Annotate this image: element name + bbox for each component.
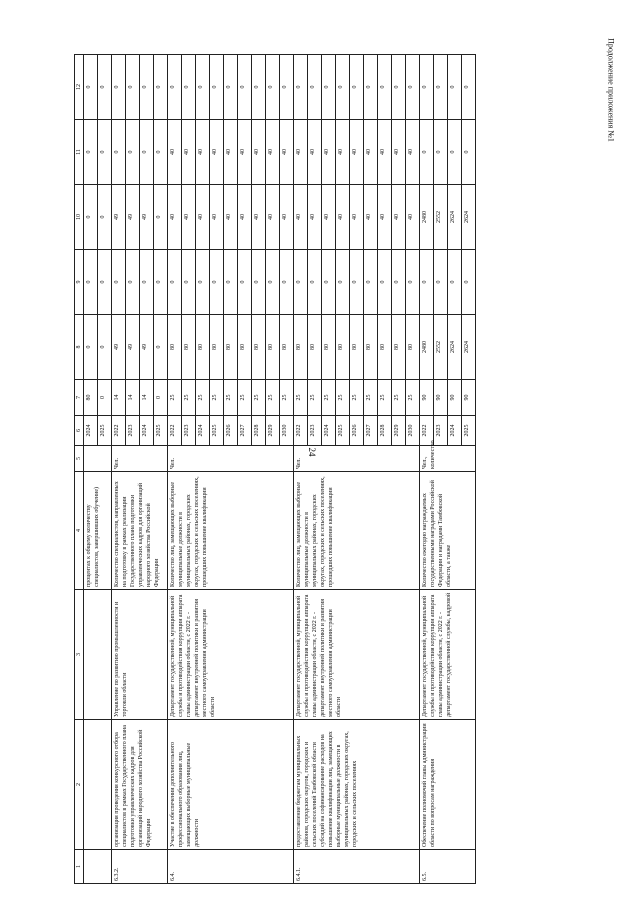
federal-funding-cell: 0 xyxy=(238,250,252,315)
year-cell: 2024 xyxy=(448,416,462,446)
regional-funding-cell: 40 xyxy=(168,185,182,250)
federal-funding-cell: 0 xyxy=(434,250,448,315)
regional-funding-cell: 40 xyxy=(294,185,308,250)
regional-funding-cell: 40 xyxy=(336,185,350,250)
measure-name-cell: Обеспечение полномочий главы администрации области по вопросам награждения xyxy=(420,720,476,850)
regional-funding-cell: 40 xyxy=(196,185,210,250)
target-value-cell: 90 xyxy=(420,380,434,416)
regional-funding-cell: 0 xyxy=(84,185,98,250)
total-funding-cell: 2480 xyxy=(420,315,434,380)
target-value-cell: 25 xyxy=(210,380,224,416)
other-funding-cell: 0 xyxy=(350,55,364,120)
year-cell: 2029 xyxy=(266,416,280,446)
target-value-cell: 90 xyxy=(434,380,448,416)
other-funding-cell: 0 xyxy=(224,55,238,120)
total-funding-cell: 80 xyxy=(336,315,350,380)
year-cell: 2024 xyxy=(196,416,210,446)
column-number-header: 7 xyxy=(75,380,84,416)
other-funding-cell: 0 xyxy=(98,55,112,120)
target-value-cell: 25 xyxy=(336,380,350,416)
measure-name-cell: Участие в обеспечении дополнительного профессионального образования лиц, замещающих выборные муниципальные должности xyxy=(168,720,294,850)
regional-funding-cell: 40 xyxy=(238,185,252,250)
year-cell: 2023 xyxy=(308,416,322,446)
indicator-cell: Количество лиц, замещающих выборные муниципальные должности в муниципальных районах, городских округах, городских и сельских поселениях, прошедших повышение квалификации xyxy=(168,472,294,590)
total-funding-cell: 80 xyxy=(196,315,210,380)
target-value-cell: 90 xyxy=(448,380,462,416)
table-row xyxy=(84,55,98,884)
unit-cell: Чел. xyxy=(168,446,294,472)
measure-number-cell: 6.5. xyxy=(420,850,476,884)
total-funding-cell: 80 xyxy=(364,315,378,380)
target-value-cell: 25 xyxy=(294,380,308,416)
indicator-cell: Количество ежегодно награждаемых государственными наградами Российской Федерации и наградами Тамбовской области, а также xyxy=(420,472,476,590)
column-number-header: 10 xyxy=(75,185,84,250)
other-funding-cell: 0 xyxy=(448,55,462,120)
target-value-cell: 25 xyxy=(182,380,196,416)
local-funding-cell: 0 xyxy=(154,120,168,185)
local-funding-cell: 40 xyxy=(308,120,322,185)
other-funding-cell: 0 xyxy=(308,55,322,120)
federal-funding-cell: 0 xyxy=(154,250,168,315)
unit-cell: Чел. xyxy=(294,446,420,472)
executor-cell: Управление по развитию промышленности и торговли области xyxy=(112,590,168,720)
year-cell: 2024 xyxy=(140,416,154,446)
total-funding-cell: 80 xyxy=(406,315,420,380)
other-funding-cell: 0 xyxy=(84,55,98,120)
federal-funding-cell: 0 xyxy=(98,250,112,315)
federal-funding-cell: 0 xyxy=(210,250,224,315)
column-number-header: 2 xyxy=(75,720,84,850)
other-funding-cell: 0 xyxy=(126,55,140,120)
local-funding-cell: 0 xyxy=(126,120,140,185)
target-value-cell: 90 xyxy=(462,380,476,416)
other-funding-cell: 0 xyxy=(266,55,280,120)
local-funding-cell: 0 xyxy=(98,120,112,185)
regional-funding-cell: 49 xyxy=(126,185,140,250)
target-value-cell: 25 xyxy=(252,380,266,416)
target-value-cell: 14 xyxy=(140,380,154,416)
other-funding-cell: 0 xyxy=(378,55,392,120)
federal-funding-cell: 0 xyxy=(462,250,476,315)
target-value-cell: 80 xyxy=(84,380,98,416)
column-number-header: 9 xyxy=(75,250,84,315)
target-value-cell: 25 xyxy=(364,380,378,416)
measure-number-cell: 6.4. xyxy=(168,850,294,884)
total-funding-cell: 80 xyxy=(168,315,182,380)
executor-cell: Департамент государственной, муниципальной службы и противодействия коррупции аппарата главы администрации области, с 2022 г. - департамент государственной службы, кадровой xyxy=(420,590,476,720)
total-funding-cell: 0 xyxy=(154,315,168,380)
target-value-cell: 14 xyxy=(126,380,140,416)
total-funding-cell: 0 xyxy=(84,315,98,380)
federal-funding-cell: 0 xyxy=(406,250,420,315)
regional-funding-cell: 40 xyxy=(252,185,266,250)
regional-funding-cell: 2480 xyxy=(420,185,434,250)
target-value-cell: 25 xyxy=(266,380,280,416)
regional-funding-cell: 40 xyxy=(182,185,196,250)
local-funding-cell: 0 xyxy=(420,120,434,185)
other-funding-cell: 0 xyxy=(294,55,308,120)
year-cell: 2028 xyxy=(378,416,392,446)
table-frame xyxy=(74,55,574,884)
other-funding-cell: 0 xyxy=(196,55,210,120)
other-funding-cell: 0 xyxy=(238,55,252,120)
measure-name-cell: организация проведения конкурсного отбора специалистов в рамках Государственного плана подготовки управленческих кадров для организаций народного хозяйства Российской Федерации xyxy=(112,720,168,850)
year-cell: 2027 xyxy=(364,416,378,446)
federal-funding-cell: 0 xyxy=(168,250,182,315)
year-cell: 2028 xyxy=(252,416,266,446)
federal-funding-cell: 0 xyxy=(252,250,266,315)
local-funding-cell: 40 xyxy=(378,120,392,185)
federal-funding-cell: 0 xyxy=(84,250,98,315)
total-funding-cell: 80 xyxy=(308,315,322,380)
local-funding-cell: 40 xyxy=(336,120,350,185)
target-value-cell: 0 xyxy=(98,380,112,416)
total-funding-cell: 0 xyxy=(98,315,112,380)
year-cell: 2030 xyxy=(280,416,294,446)
federal-funding-cell: 0 xyxy=(140,250,154,315)
appendix-continuation-label: Продолжение приложения №1 xyxy=(606,38,616,142)
other-funding-cell: 0 xyxy=(112,55,126,120)
federal-funding-cell: 0 xyxy=(322,250,336,315)
program-measures-table xyxy=(74,54,476,884)
year-cell: 2025 xyxy=(98,416,112,446)
target-value-cell: 25 xyxy=(406,380,420,416)
year-cell: 2024 xyxy=(322,416,336,446)
target-value-cell: 25 xyxy=(238,380,252,416)
total-funding-cell: 80 xyxy=(210,315,224,380)
total-funding-cell: 49 xyxy=(112,315,126,380)
year-cell: 2026 xyxy=(224,416,238,446)
federal-funding-cell: 0 xyxy=(336,250,350,315)
column-number-header: 8 xyxy=(75,315,84,380)
federal-funding-cell: 0 xyxy=(224,250,238,315)
total-funding-cell: 2624 xyxy=(448,315,462,380)
executor-cell: Департамент государственной, муниципальной службы и противодействия коррупции аппарата главы администрации области, с 2022 г. - департамент внутренней политики и развития местного самоуправления администрации области xyxy=(168,590,294,720)
other-funding-cell: 0 xyxy=(420,55,434,120)
total-funding-cell: 80 xyxy=(252,315,266,380)
other-funding-cell: 0 xyxy=(168,55,182,120)
other-funding-cell: 0 xyxy=(154,55,168,120)
federal-funding-cell: 0 xyxy=(266,250,280,315)
page-number: 24 xyxy=(307,447,317,457)
local-funding-cell: 40 xyxy=(364,120,378,185)
federal-funding-cell: 0 xyxy=(392,250,406,315)
target-value-cell: 25 xyxy=(392,380,406,416)
federal-funding-cell: 0 xyxy=(112,250,126,315)
regional-funding-cell: 2624 xyxy=(448,185,462,250)
total-funding-cell: 2624 xyxy=(462,315,476,380)
local-funding-cell: 40 xyxy=(392,120,406,185)
local-funding-cell: 40 xyxy=(280,120,294,185)
federal-funding-cell: 0 xyxy=(308,250,322,315)
measure-name-cell: предоставление бюджетам муниципальных районов, городских округов, городских и сельских поселений Тамбовской области субсидий на софинансирование расходов на повышение квалификации лиц, замещающих выборные муниципальные должности в муниципальных районах, городских округах, городских и сельских поселениях xyxy=(294,720,420,850)
table-row xyxy=(168,55,182,884)
year-cell: 2023 xyxy=(434,416,448,446)
year-cell: 2026 xyxy=(350,416,364,446)
regional-funding-cell: 40 xyxy=(266,185,280,250)
local-funding-cell: 40 xyxy=(322,120,336,185)
other-funding-cell: 0 xyxy=(364,55,378,120)
local-funding-cell: 40 xyxy=(224,120,238,185)
target-value-cell: 25 xyxy=(350,380,364,416)
table-row xyxy=(294,55,308,884)
year-cell: 2030 xyxy=(406,416,420,446)
federal-funding-cell: 0 xyxy=(350,250,364,315)
total-funding-cell: 80 xyxy=(224,315,238,380)
federal-funding-cell: 0 xyxy=(280,250,294,315)
rotated-table-area xyxy=(74,55,574,884)
column-number-header: 6 xyxy=(75,416,84,446)
regional-funding-cell: 40 xyxy=(224,185,238,250)
regional-funding-cell: 40 xyxy=(350,185,364,250)
column-number-header: 11 xyxy=(75,120,84,185)
local-funding-cell: 40 xyxy=(266,120,280,185)
local-funding-cell: 0 xyxy=(84,120,98,185)
column-number-header: 4 xyxy=(75,472,84,590)
executor-cell xyxy=(84,590,112,720)
federal-funding-cell: 0 xyxy=(364,250,378,315)
total-funding-cell: 49 xyxy=(126,315,140,380)
other-funding-cell: 0 xyxy=(322,55,336,120)
other-funding-cell: 0 xyxy=(182,55,196,120)
unit-cell: Чел., количество xyxy=(420,446,476,472)
regional-funding-cell: 2552 xyxy=(434,185,448,250)
total-funding-cell: 80 xyxy=(322,315,336,380)
local-funding-cell: 40 xyxy=(196,120,210,185)
total-funding-cell: 80 xyxy=(280,315,294,380)
indicator-cell: Количество лиц, замещающих выборные муниципальные должности в муниципальных районах, городских округах, городских и сельских поселениях, прошедших повышение квалификации xyxy=(294,472,420,590)
table-row xyxy=(112,55,126,884)
total-funding-cell: 80 xyxy=(378,315,392,380)
total-funding-cell: 80 xyxy=(238,315,252,380)
table-row xyxy=(420,55,434,884)
column-number-header: 3 xyxy=(75,590,84,720)
local-funding-cell: 40 xyxy=(238,120,252,185)
year-cell: 2022 xyxy=(420,416,434,446)
year-cell: 2029 xyxy=(392,416,406,446)
column-number-row xyxy=(75,55,84,884)
year-cell: 2022 xyxy=(294,416,308,446)
target-value-cell: 25 xyxy=(280,380,294,416)
measure-number-cell: 6.4.1. xyxy=(294,850,420,884)
other-funding-cell: 0 xyxy=(140,55,154,120)
other-funding-cell: 0 xyxy=(210,55,224,120)
measure-number-cell: 6.3.2. xyxy=(112,850,168,884)
regional-funding-cell: 40 xyxy=(322,185,336,250)
local-funding-cell: 0 xyxy=(448,120,462,185)
local-funding-cell: 40 xyxy=(294,120,308,185)
year-cell: 2022 xyxy=(112,416,126,446)
target-value-cell: 0 xyxy=(154,380,168,416)
other-funding-cell: 0 xyxy=(406,55,420,120)
regional-funding-cell: 40 xyxy=(280,185,294,250)
regional-funding-cell: 40 xyxy=(364,185,378,250)
year-cell: 2025 xyxy=(154,416,168,446)
total-funding-cell: 80 xyxy=(392,315,406,380)
other-funding-cell: 0 xyxy=(280,55,294,120)
local-funding-cell: 40 xyxy=(350,120,364,185)
target-value-cell: 25 xyxy=(308,380,322,416)
federal-funding-cell: 0 xyxy=(196,250,210,315)
federal-funding-cell: 0 xyxy=(182,250,196,315)
other-funding-cell: 0 xyxy=(392,55,406,120)
year-cell: 2025 xyxy=(210,416,224,446)
federal-funding-cell: 0 xyxy=(420,250,434,315)
unit-cell xyxy=(84,446,112,472)
local-funding-cell: 0 xyxy=(112,120,126,185)
total-funding-cell: 49 xyxy=(140,315,154,380)
target-value-cell: 25 xyxy=(196,380,210,416)
local-funding-cell: 0 xyxy=(140,120,154,185)
regional-funding-cell: 49 xyxy=(112,185,126,250)
other-funding-cell: 0 xyxy=(252,55,266,120)
regional-funding-cell: 40 xyxy=(308,185,322,250)
year-cell: 2024 xyxy=(84,416,98,446)
target-value-cell: 14 xyxy=(112,380,126,416)
year-cell: 2023 xyxy=(126,416,140,446)
indicator-cell: Количество специалистов, направленных на подготовку в рамках реализации Государственного плана подготовки управленческих кадров для организаций народного хозяйства Российской Федерации xyxy=(112,472,168,590)
local-funding-cell: 40 xyxy=(168,120,182,185)
regional-funding-cell: 49 xyxy=(140,185,154,250)
federal-funding-cell: 0 xyxy=(378,250,392,315)
total-funding-cell: 80 xyxy=(350,315,364,380)
other-funding-cell: 0 xyxy=(434,55,448,120)
measure-number-cell xyxy=(84,850,112,884)
total-funding-cell: 80 xyxy=(182,315,196,380)
year-cell: 2025 xyxy=(462,416,476,446)
target-value-cell: 25 xyxy=(378,380,392,416)
year-cell: 2027 xyxy=(238,416,252,446)
target-value-cell: 25 xyxy=(322,380,336,416)
regional-funding-cell: 40 xyxy=(378,185,392,250)
column-number-header: 1 xyxy=(75,850,84,884)
target-value-cell: 25 xyxy=(168,380,182,416)
regional-funding-cell: 0 xyxy=(154,185,168,250)
federal-funding-cell: 0 xyxy=(448,250,462,315)
year-cell: 2023 xyxy=(182,416,196,446)
total-funding-cell: 80 xyxy=(266,315,280,380)
local-funding-cell: 40 xyxy=(210,120,224,185)
regional-funding-cell: 40 xyxy=(210,185,224,250)
column-number-header: 12 xyxy=(75,55,84,120)
unit-cell: Чел. xyxy=(112,446,168,472)
local-funding-cell: 0 xyxy=(434,120,448,185)
local-funding-cell: 0 xyxy=(462,120,476,185)
local-funding-cell: 40 xyxy=(182,120,196,185)
federal-funding-cell: 0 xyxy=(294,250,308,315)
other-funding-cell: 0 xyxy=(462,55,476,120)
regional-funding-cell: 40 xyxy=(392,185,406,250)
regional-funding-cell: 40 xyxy=(406,185,420,250)
regional-funding-cell: 0 xyxy=(98,185,112,250)
measure-name-cell xyxy=(84,720,112,850)
year-cell: 2022 xyxy=(168,416,182,446)
local-funding-cell: 40 xyxy=(252,120,266,185)
federal-funding-cell: 0 xyxy=(126,250,140,315)
year-cell: 2025 xyxy=(336,416,350,446)
total-funding-cell: 80 xyxy=(294,315,308,380)
local-funding-cell: 40 xyxy=(406,120,420,185)
executor-cell: Департамент государственной, муниципальной службы и противодействия коррупции аппарата главы администрации области, с 2022 г. - департамент внутренней политики и развития местного самоуправления администрации области xyxy=(294,590,420,720)
other-funding-cell: 0 xyxy=(336,55,350,120)
indicator-cell: процентах к общему количеству специалистов, завершивших обучение) xyxy=(84,472,112,590)
column-number-header: 5 xyxy=(75,446,84,472)
target-value-cell: 25 xyxy=(224,380,238,416)
regional-funding-cell: 2624 xyxy=(462,185,476,250)
total-funding-cell: 2552 xyxy=(434,315,448,380)
